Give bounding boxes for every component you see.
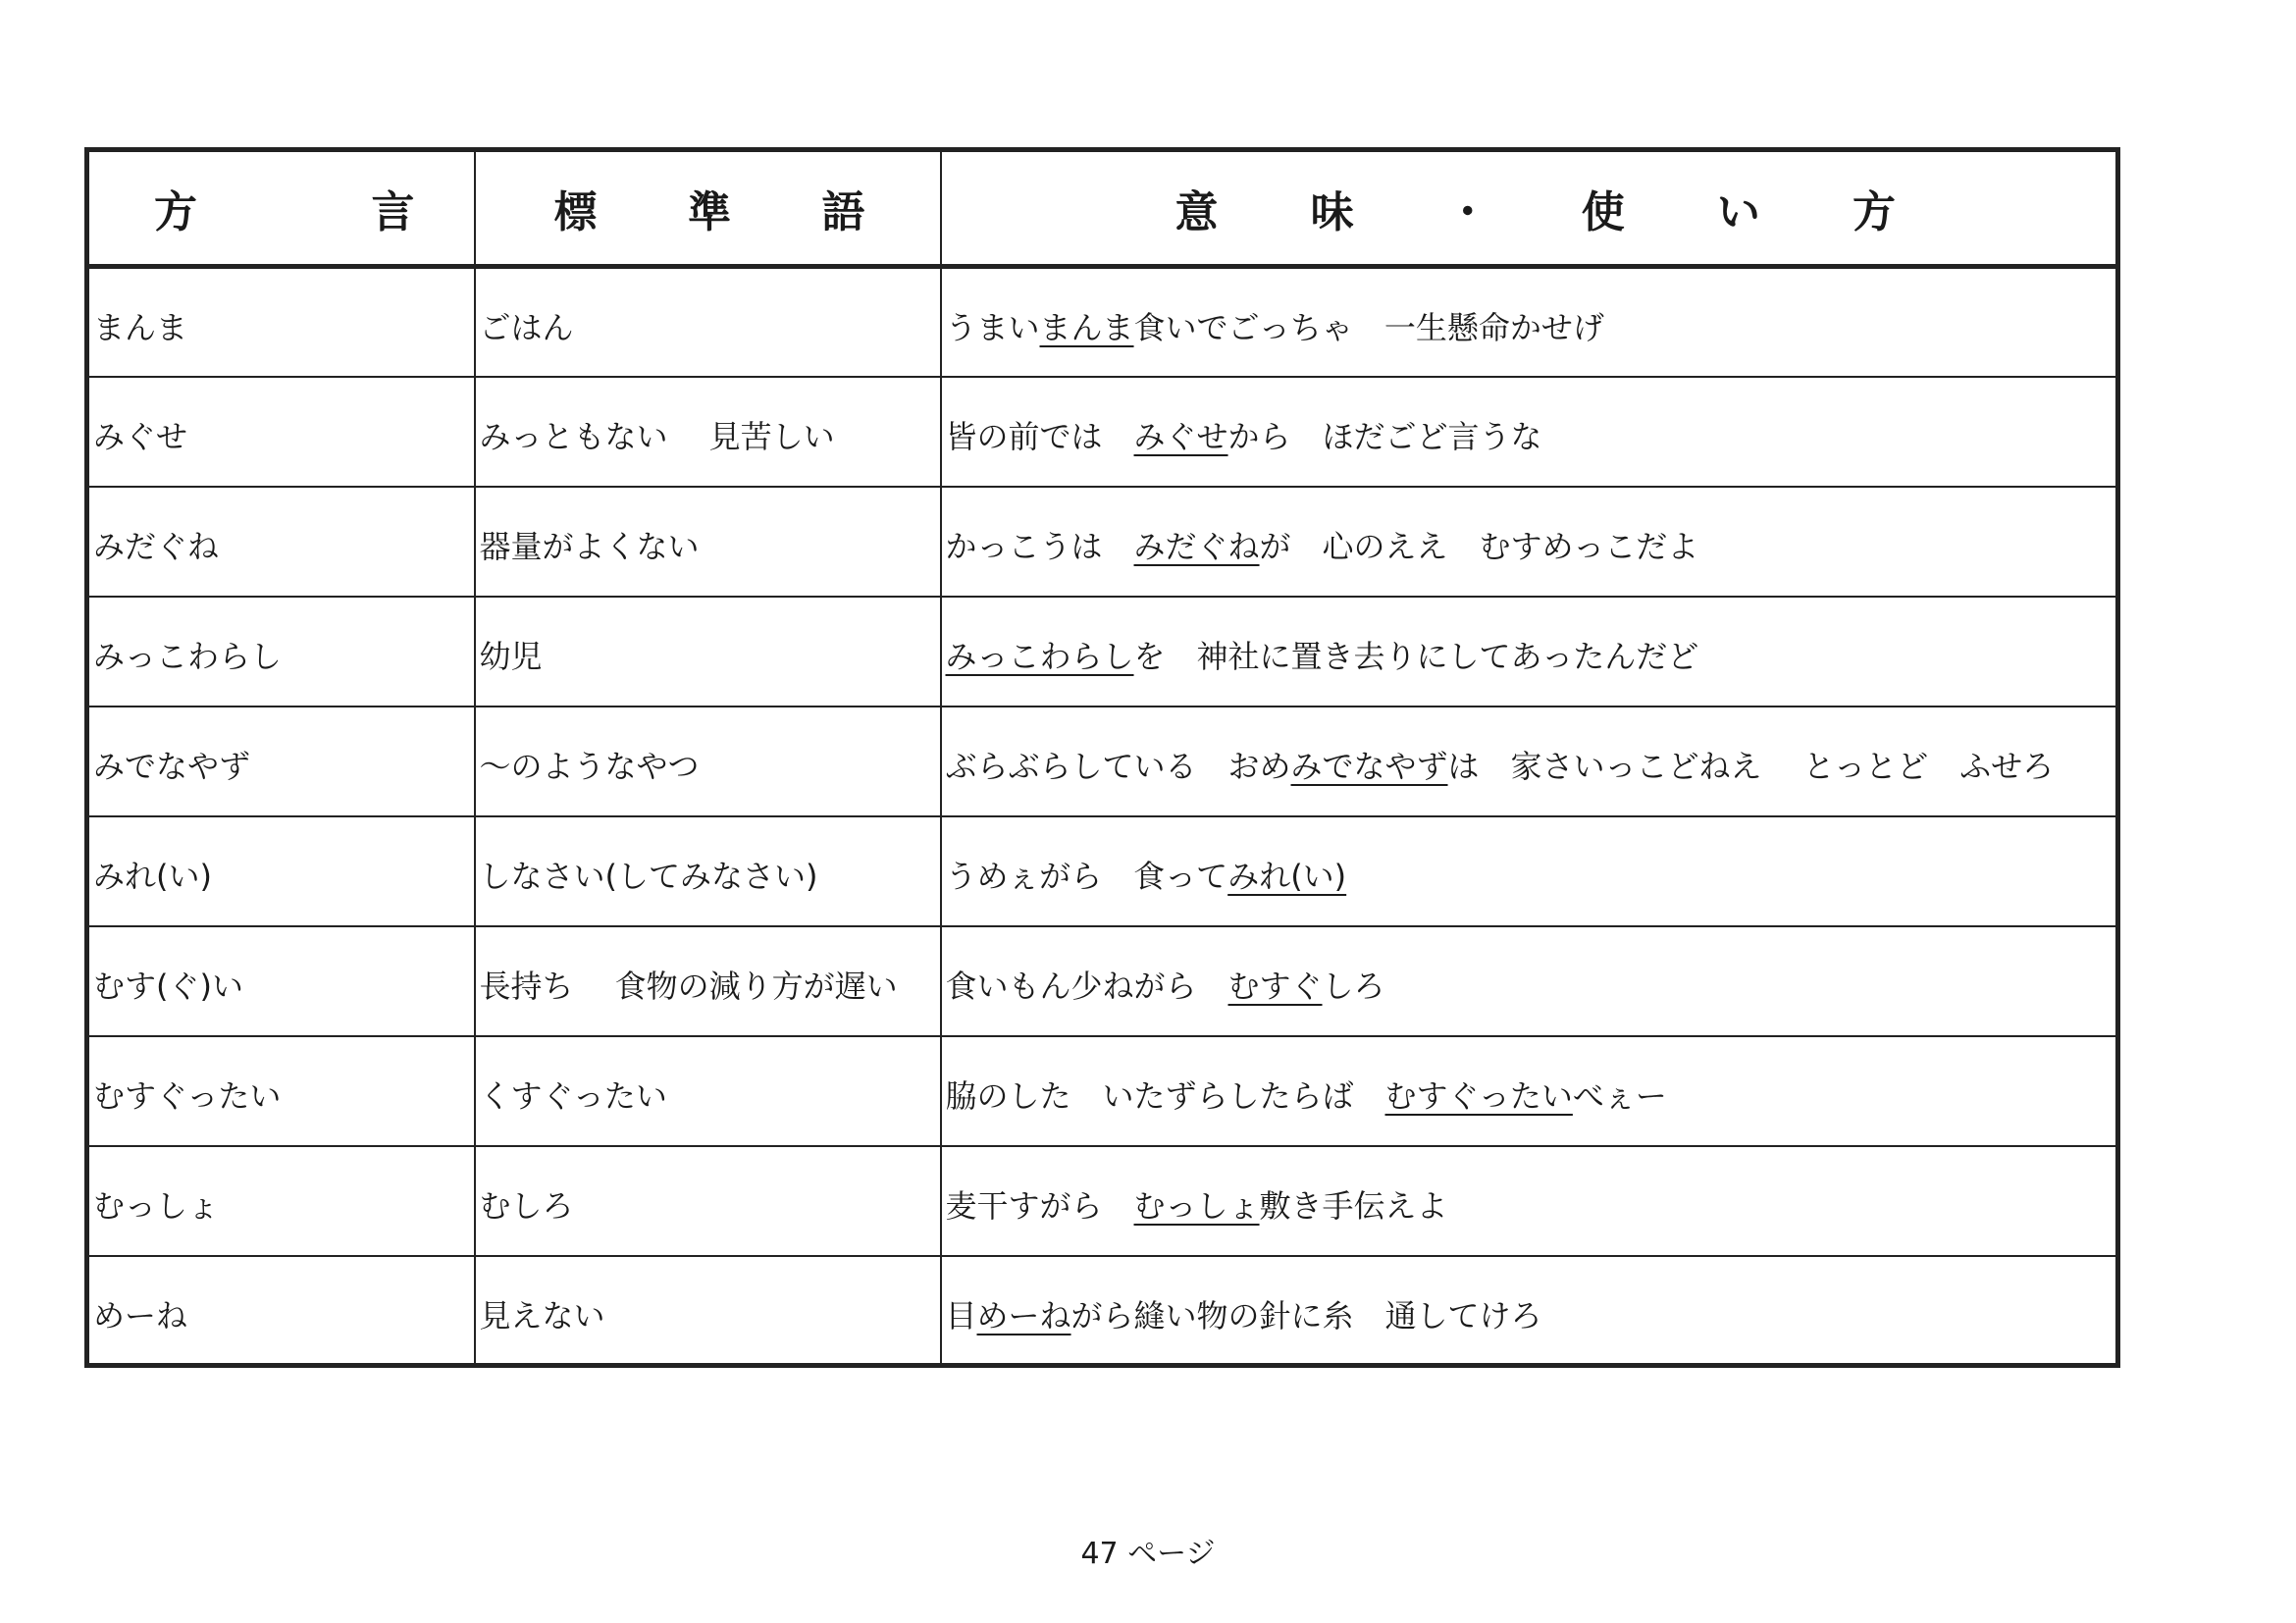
usage-highlight: むっしょ [1133,1186,1260,1225]
dialect-cell: めーね [87,1256,475,1366]
usage-highlight: みれ(い) [1227,857,1347,895]
header-char: 語 [821,187,865,237]
usage-text: かっこうは [945,527,1134,565]
usage-highlight: むすぐ [1227,967,1323,1005]
usage-cell [941,1036,2118,1146]
table-row [87,926,2118,1036]
usage-text: から ほだごど言うな [1227,417,1542,455]
usage-highlight: みっこわらし [945,637,1134,675]
usage-cell [941,1256,2118,1366]
standard-cell: 幼児 [475,597,941,707]
usage-text: が 心のええ むすめっこだよ [1259,527,1699,565]
dialect-cell: まんま [87,267,475,377]
header-usage [941,150,2118,267]
usage-text: は 家さいっこどねえ とっとど ふせろ [1447,747,2055,785]
usage-text: ぶらぶらしている おめ [945,747,1291,785]
standard-cell: ～のようなやつ [475,707,941,816]
standard-cell: 見えない [475,1256,941,1366]
table-row [87,707,2118,816]
table-row [87,487,2118,597]
usage-highlight: まんま [1039,309,1134,346]
dialect-table [84,147,2120,1368]
standard-cell: みっともない 見苦しい [475,377,941,487]
usage-cell [941,377,2118,487]
usage-highlight: みでなやず [1290,747,1448,785]
standard-cell: 器量がよくない [475,487,941,597]
table-row [87,816,2118,926]
dialect-cell: むすぐったい [87,1036,475,1146]
table-row [87,267,2118,377]
usage-highlight: めーね [976,1296,1071,1335]
usage-text: 食いでごっちゃ 一生懸命かせげ [1133,309,1604,346]
header-dialect [87,150,475,267]
usage-cell [941,487,2118,597]
dialect-cell: みぐせ [87,377,475,487]
usage-cell [941,926,2118,1036]
usage-text: 脇のした いたずらしたらば [945,1076,1385,1115]
standard-cell: ごはん [475,267,941,377]
table-row [87,1256,2118,1366]
standard-cell: 長持ち 食物の減り方が遅い [475,926,941,1036]
usage-text: べぇー [1572,1076,1667,1115]
header-char: 方 [1852,187,1896,237]
header-char: 標 [553,187,598,237]
usage-text: 食いもん少ねがら [945,967,1228,1005]
dialect-cell: みれ(い) [87,816,475,926]
header-char: ・ [1445,187,1489,237]
header-char: 意 [1174,187,1219,237]
header-row [87,150,2118,267]
dialect-cell: むす(ぐ)い [87,926,475,1036]
header-char: 言 [371,187,415,237]
dialect-cell: むっしょ [87,1146,475,1256]
standard-cell: むしろ [475,1146,941,1256]
usage-text: 麦干すがら [945,1186,1134,1225]
dialect-cell: みっこわらし [87,597,475,707]
header-char: 準 [688,187,731,237]
usage-text: を 神社に置き去りにしてあったんだど [1133,637,1699,675]
usage-cell [941,267,2118,377]
usage-text: 目 [945,1296,977,1335]
usage-text: がら縫い物の針に糸 通してけろ [1070,1296,1542,1335]
dialect-cell: みだぐね [87,487,475,597]
table-row [87,1146,2118,1256]
usage-cell [941,816,2118,926]
header-standard [475,150,941,267]
usage-text: うめぇがら 食って [945,857,1228,895]
header-char: 味 [1310,187,1354,237]
usage-text: 皆の前では [945,417,1134,455]
usage-cell [941,1146,2118,1256]
header-char: い [1716,187,1760,237]
usage-highlight: みぐせ [1133,417,1228,455]
dialect-cell: みでなやず [87,707,475,816]
usage-text: うまい [945,309,1040,346]
standard-cell: くすぐったい [475,1036,941,1146]
usage-highlight: みだぐね [1133,527,1260,565]
usage-highlight: むすぐったい [1384,1076,1573,1115]
table-row [87,377,2118,487]
table-row [87,597,2118,707]
usage-text: 敷き手伝えよ [1259,1186,1448,1225]
usage-cell [941,707,2118,816]
standard-cell: しなさい(してみなさい) [475,816,941,926]
usage-cell [941,597,2118,707]
page-number: 47 ページ [1080,1537,1216,1571]
table-row [87,1036,2118,1146]
header-char: 方 [154,187,197,237]
header-char: 使 [1581,187,1625,237]
usage-text: しろ [1322,967,1385,1005]
